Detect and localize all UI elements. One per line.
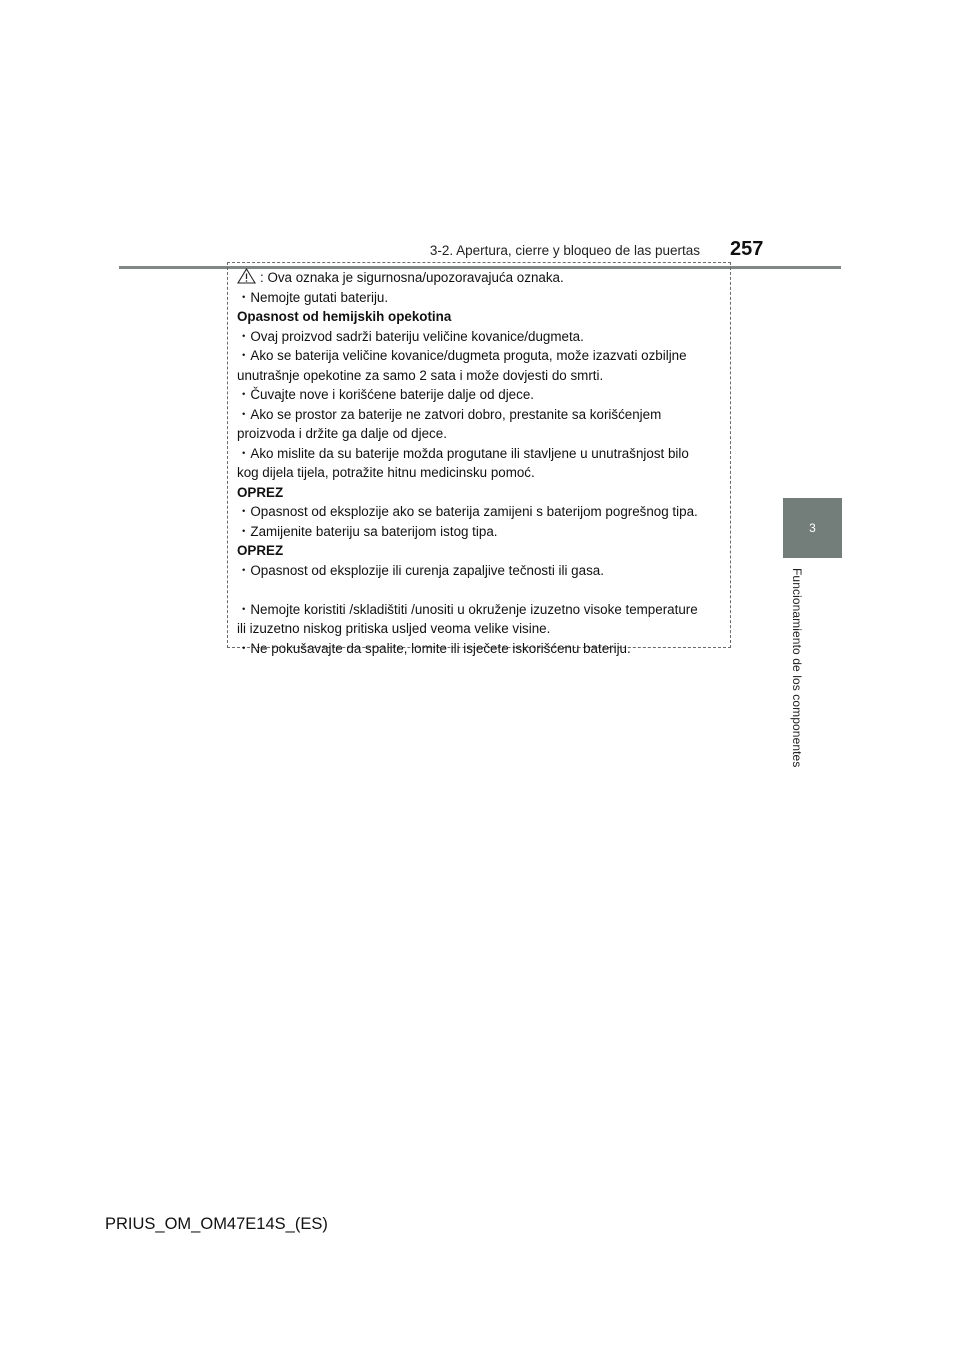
notice-line xyxy=(237,561,730,581)
warning-triangle-icon xyxy=(237,268,256,284)
notice-line-text: Opasnost od hemijskih opekotina xyxy=(237,309,452,324)
notice-line xyxy=(237,405,730,425)
notice-line-text: ili izuzetno niskog pritiska usljed veoma velike visine. xyxy=(237,621,551,636)
notice-line xyxy=(237,327,730,347)
notice-line-text: OPREZ xyxy=(237,484,284,500)
notice-line-text: ・Ako se baterija veličine kovanice/dugmeta proguta, može izazvati ozbiljne xyxy=(237,348,687,363)
header-section-title: 3-2. Apertura, cierre y bloqueo de las puertas xyxy=(429,243,700,258)
notice-line-text: ・Ako se prostor za baterije ne zatvori dobro, prestanite sa korišćenjem xyxy=(237,406,662,422)
notice-line-text: ・Zamijenite bateriju sa baterijom istog tipa. xyxy=(237,523,498,539)
notice-line-text: ・Nemojte koristiti /skladištiti /unositi u okruženje izuzetno visoke temperature xyxy=(237,601,698,617)
notice-line xyxy=(237,385,730,405)
notice-line-text: : Ova oznaka je sigurnosna/upozoravajuća oznaka. xyxy=(260,270,564,285)
notice-line-text: unutrašnje opekotine za samo 2 sata i može dovjesti do smrti. xyxy=(237,367,604,383)
chapter-label: Funcionamiento de los componentes xyxy=(790,568,804,768)
notice-line xyxy=(237,346,730,366)
notice-line xyxy=(237,444,730,464)
notice-line xyxy=(237,268,730,288)
notice-line xyxy=(237,366,730,386)
notice-line xyxy=(237,483,730,503)
notice-line xyxy=(237,580,730,600)
notice-line-text: ・Ovaj proizvod sadrži bateriju veličine kovanice/dugmeta. xyxy=(237,328,584,344)
page-number: 257 xyxy=(730,238,764,260)
notice-line xyxy=(237,522,730,542)
notice-line-text: OPREZ xyxy=(237,543,284,558)
notice-line xyxy=(237,600,730,620)
notice-line xyxy=(237,463,730,483)
notice-line xyxy=(237,639,730,659)
chapter-number: 3 xyxy=(809,521,816,535)
notice-line-text: ・Ako mislite da su baterije možda progutane ili stavljene u unutrašnjost bilo xyxy=(237,445,689,461)
notice-line xyxy=(237,502,730,522)
chapter-tab xyxy=(783,498,842,558)
notice-line-text: ・Opasnost od eksplozije ili curenja zapaljive tečnosti ili gasa. xyxy=(237,562,604,578)
notice-line-text: ・Ne pokušavajte da spalite, lomite ili isječete iskorišćenu bateriju. xyxy=(237,640,631,656)
notice-line xyxy=(237,288,730,308)
notice-line-text: ・Nemojte gutati bateriju. xyxy=(237,289,389,305)
notice-line-text: proizvoda i držite ga dalje od djece. xyxy=(237,426,447,441)
document-id: PRIUS_OM_OM47E14S_(ES) xyxy=(105,1215,328,1233)
notice-line xyxy=(237,307,730,327)
notice-line xyxy=(237,424,730,444)
battery-warning-box xyxy=(227,262,731,656)
notice-line-text: ・Opasnost od eksplozije ako se baterija zamijeni s baterijom pogrešnog tipa. xyxy=(237,504,698,519)
notice-line xyxy=(237,619,730,639)
notice-line-text: kog dijela tijela, potražite hitnu medicinsku pomoć. xyxy=(237,465,535,480)
notice-line xyxy=(237,541,730,561)
notice-line-text: ・Čuvajte nove i korišćene baterije dalje od djece. xyxy=(237,387,534,402)
